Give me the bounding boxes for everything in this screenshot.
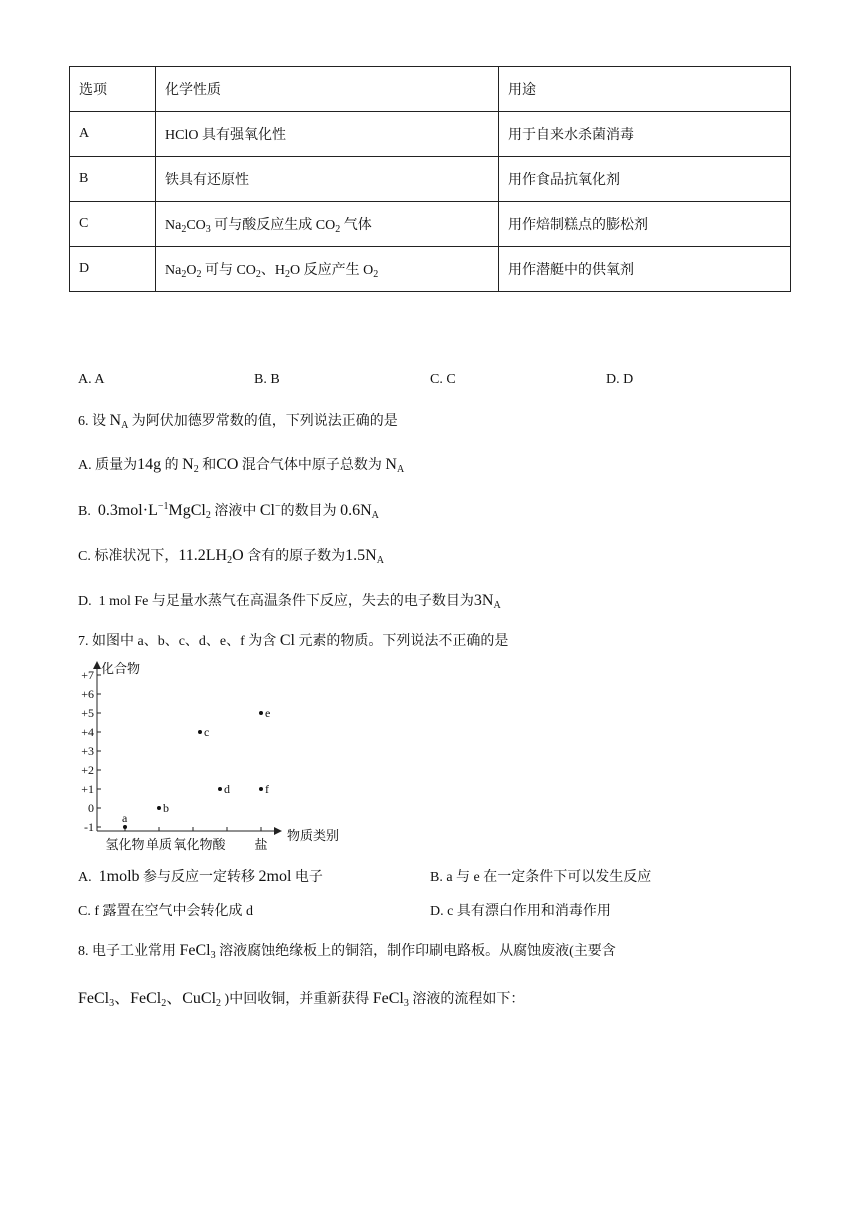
y-tick-label: +3 xyxy=(81,744,94,758)
y-tick-label: +7 xyxy=(81,668,94,682)
q6-option-c[interactable]: C. 标准状况下，$11.2LH_2O$ 含有的原子数为$1.5N_A$ xyxy=(78,547,384,566)
q7-option-c[interactable]: C. f 露置在空气中会转化成 d xyxy=(78,904,253,919)
row-use: 用作食品抗氧化剂 xyxy=(499,157,791,202)
y-tick-label: +2 xyxy=(81,763,94,777)
q5-choice-c[interactable]: C. C xyxy=(430,372,456,387)
q8-line-1: 8. 电子工业常用 FeCl$_3$ 溶液腐蚀绝缘板上的铜箔，制作印刷电路板。从腐蚀废液(主要含 xyxy=(78,942,616,961)
row-use: 用作焙制糕点的膨松剂 xyxy=(499,202,791,247)
row-property: HClO 具有强氧化性 xyxy=(156,112,499,157)
q7-option-a[interactable]: A. 1molb 参与反应一定转移 2mol 电子 xyxy=(78,868,323,885)
data-point-label-f: f xyxy=(265,782,269,796)
q6-option-b[interactable]: B. $0.3mol\cdot L^{-1}MgCl_2$ 溶液中 Cl−的数目为 $0.6N_A$ xyxy=(78,501,379,521)
y-tick-label: -1 xyxy=(84,820,94,834)
q5-choice-b[interactable]: B. B xyxy=(254,372,280,387)
valence-category-chart xyxy=(80,655,370,855)
data-point-e xyxy=(259,711,263,715)
data-point-d xyxy=(218,787,222,791)
q8-line-2: FeCl$_3$、FeCl$_2$、CuCl$_2$ )中回收铜，并重新获得 FeCl$_3$ 溶液的流程如下： xyxy=(78,990,525,1009)
y-tick-label: +6 xyxy=(81,687,94,701)
x-tick-label: 氢化物 xyxy=(105,837,145,852)
y-tick-label: +5 xyxy=(81,706,94,720)
data-point-a xyxy=(123,825,127,829)
row-option: B xyxy=(70,157,156,202)
q5-choice-d[interactable]: D. D xyxy=(606,372,634,387)
row-property: $Na_2O_2$ 可与 $CO_2$、$H_2O$ 反应产生 $O_2$ xyxy=(156,247,499,292)
y-tick-label: 0 xyxy=(88,801,94,815)
q6-option-a[interactable]: A. 质量为14g 的 $N_2$ 和CO 混合气体中原子总数为 $N_A$ xyxy=(78,456,405,475)
row-option: C xyxy=(70,202,156,247)
x-axis-label: 物质类别 xyxy=(287,828,340,843)
x-axis-arrow xyxy=(274,827,282,835)
x-tick-label: 盐 xyxy=(254,837,268,852)
data-point-label-b: b xyxy=(163,801,169,815)
header-property: 化学性质 xyxy=(156,67,499,112)
q6-option-d[interactable]: D. 1 mol Fe 与足量水蒸气在高温条件下反应，失去的电子数目为$3N_A$ xyxy=(78,592,501,611)
x-tick-label: 酸 xyxy=(212,837,226,852)
row-property: $Na_2CO_3$ 可与酸反应生成 $CO_2$ 气体 xyxy=(156,202,499,247)
options-table xyxy=(69,66,791,292)
header-option: 选项 xyxy=(70,67,156,112)
data-point-label-c: c xyxy=(204,725,210,739)
q7-option-b[interactable]: B. a 与 e 在一定条件下可以发生反应 xyxy=(430,870,652,885)
table-row xyxy=(70,112,791,157)
data-point-label-e: e xyxy=(265,706,271,720)
y-axis-arrow xyxy=(93,661,101,669)
data-point-label-d: d xyxy=(224,782,230,796)
table-header-row xyxy=(70,67,791,112)
data-point-label-a: a xyxy=(122,811,128,825)
y-axis-label: 化合物 xyxy=(101,661,141,676)
table-row xyxy=(70,247,791,292)
data-point-b xyxy=(157,806,161,810)
table-row xyxy=(70,202,791,247)
data-point-f xyxy=(259,787,263,791)
q6-stem: 6. 设 $N_A$ 为阿伏加德罗常数的值，下列说法正确的是 xyxy=(78,412,398,431)
row-use: 用于自来水杀菌消毒 xyxy=(499,112,791,157)
data-point-c xyxy=(198,730,202,734)
y-tick-label: +1 xyxy=(81,782,94,796)
x-tick-label: 单质 xyxy=(145,837,173,852)
row-option: A xyxy=(70,112,156,157)
row-option: D xyxy=(70,247,156,292)
table-row xyxy=(70,157,791,202)
row-use: 用作潜艇中的供氧剂 xyxy=(499,247,791,292)
x-tick-label: 氧化物 xyxy=(173,837,213,852)
q7-option-d[interactable]: D. c 具有漂白作用和消毒作用 xyxy=(430,904,611,919)
chart-plot-area xyxy=(81,661,339,852)
q5-choice-a[interactable]: A. A xyxy=(78,372,105,387)
y-tick-label: +4 xyxy=(81,725,94,739)
q7-stem: 7. 如图中 a、b、c、d、e、f 为含 Cl 元素的物质。下列说法不正确的是 xyxy=(78,632,509,649)
row-property: 铁具有还原性 xyxy=(156,157,499,202)
header-use: 用途 xyxy=(499,67,791,112)
